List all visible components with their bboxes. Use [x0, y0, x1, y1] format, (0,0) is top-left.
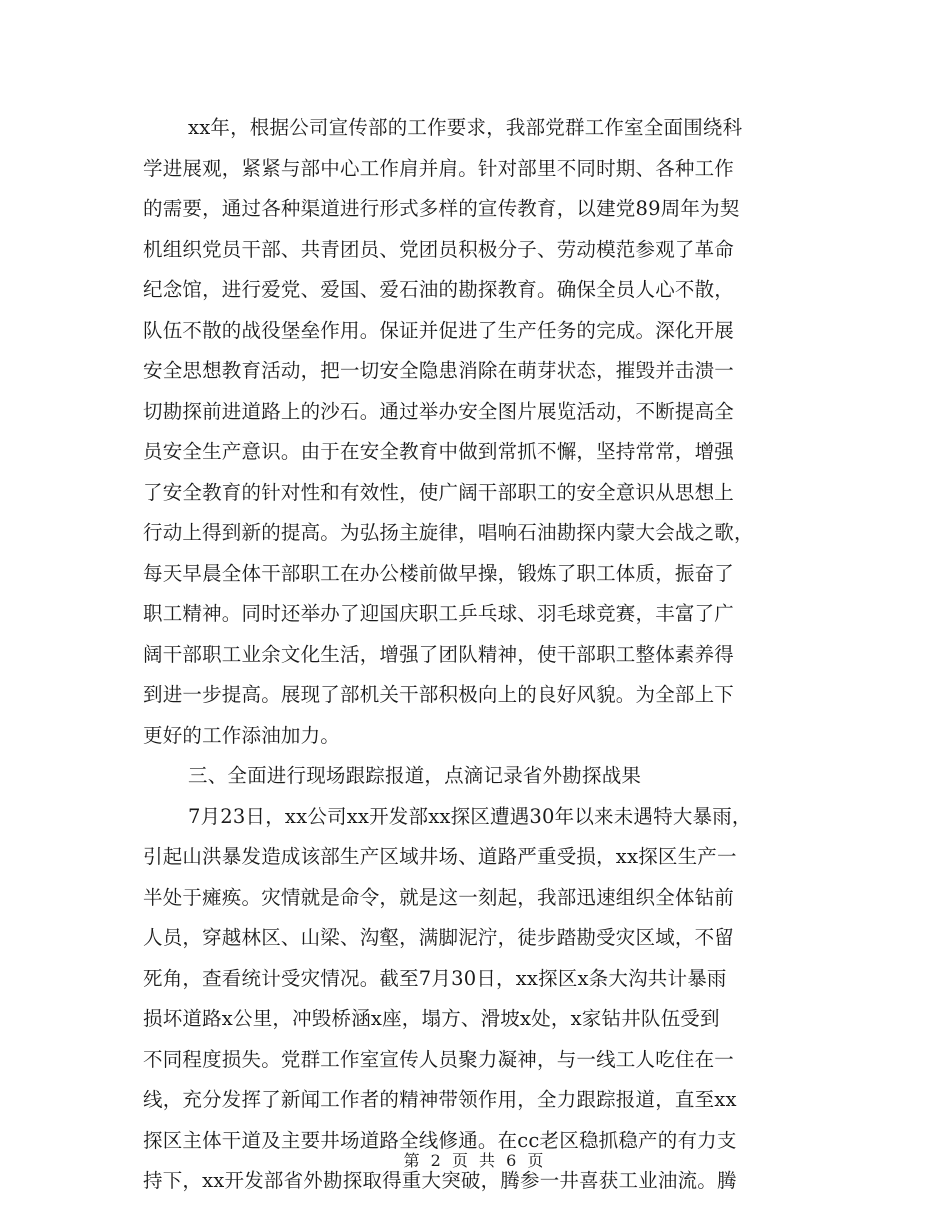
paragraph-line: 学进展观，紧紧与部中心工作肩并肩。针对部里不同时期、各种工作 — [143, 156, 735, 180]
paragraph-line: 引起山洪暴发造成该部生产区域井场、道路严重受损，xx探区生产一 — [143, 845, 737, 868]
paragraph-line: 半处于瘫痪。灾情就是命令，就是这一刻起，我部迅速组织全体钻前 — [143, 885, 735, 909]
paragraph-line: 死角，查看统计受灾情况。截至7月30日，xx探区x条大沟共计暴雨 — [143, 966, 727, 990]
paragraph-line: 切勘探前进道路上的沙石。通过举办安全图片展览活动，不断提高全 — [143, 399, 735, 423]
section-heading: 三、全面进行现场跟踪报道，点滴记录省外勘探战果 — [188, 764, 642, 787]
paragraph-line: 损坏道路x公里，冲毁桥涵x座，塌方、滑坡x处，x家钻井队伍受到 — [143, 1007, 720, 1030]
paragraph-line: 探区主体干道及主要井场道路全线修通。在cc老区稳抓稳产的有力支 — [143, 1128, 737, 1152]
paragraph-line: 了安全教育的针对性和有效性，使广阔干部职工的安全意识从思想上 — [143, 480, 735, 504]
paragraph-line: 人员，穿越林区、山梁、沟壑，满脚泥泞，徒步踏勘受灾区域，不留 — [143, 926, 735, 949]
body-text — [143, 108, 823, 1202]
page-indicator: 第 2 页 共 6 页 — [403, 1151, 547, 1170]
paragraph-line: 更好的工作添油加力。 — [143, 723, 341, 747]
paragraph-line: xx年，根据公司宣传部的工作要求，我部党群工作室全面围绕科 — [188, 116, 743, 139]
paragraph-line: 每天早晨全体干部职工在办公楼前做早操，锻炼了职工体质，振奋了 — [143, 561, 735, 585]
paragraph-line: 不同程度损失。党群工作室宣传人员聚力凝神，与一线工人吃住在一 — [143, 1047, 735, 1071]
paragraph-line: 纪念馆，进行爱党、爱国、爱石油的勘探教育。确保全员人心不散， — [143, 278, 735, 301]
paragraph-line: 职工精神。同时还举办了迎国庆职工乒乓球、羽毛球竞赛，丰富了广 — [143, 602, 735, 625]
paragraph-line: 7月23日，xx公司xx开发部xx探区遭遇30年以来未遇特大暴雨， — [188, 804, 752, 828]
paragraph-line: 员安全生产意识。由于在安全教育中做到常抓不懈，坚持常常，增强 — [143, 440, 735, 463]
paragraph-line: 到进一步提高。展现了部机关干部积极向上的良好风貌。为全部上下 — [143, 683, 735, 706]
paragraph-line: 的需要，通过各种渠道进行形式多样的宣传教育，以建党89周年为契 — [143, 197, 740, 220]
paragraph-line: 行动上得到新的提高。为弘扬主旋律，唱响石油勘探内蒙大会战之歌， — [143, 521, 754, 544]
paragraph-line: 安全思想教育活动，把一切安全隐患消除在萌芽状态，摧毁并击溃一 — [143, 359, 735, 382]
paragraph-line: 线，充分发挥了新闻工作者的精神带领作用，全力跟踪报道，直至xx — [143, 1088, 737, 1111]
paragraph-line: 持下，xx开发部省外勘探取得重大突破，腾参一井喜获工业油流。腾 — [143, 1169, 737, 1192]
paragraph-line: 队伍不散的战役堡垒作用。保证并促进了生产任务的完成。深化开展 — [143, 318, 735, 342]
paragraph-line: 机组织党员干部、共青团员、党团员积极分子、劳动模范参观了革命 — [143, 237, 735, 261]
page-footer — [0, 1148, 950, 1171]
paragraph-line: 阔干部职工业余文化生活，增强了团队精神，使干部职工整体素养得 — [143, 642, 735, 666]
